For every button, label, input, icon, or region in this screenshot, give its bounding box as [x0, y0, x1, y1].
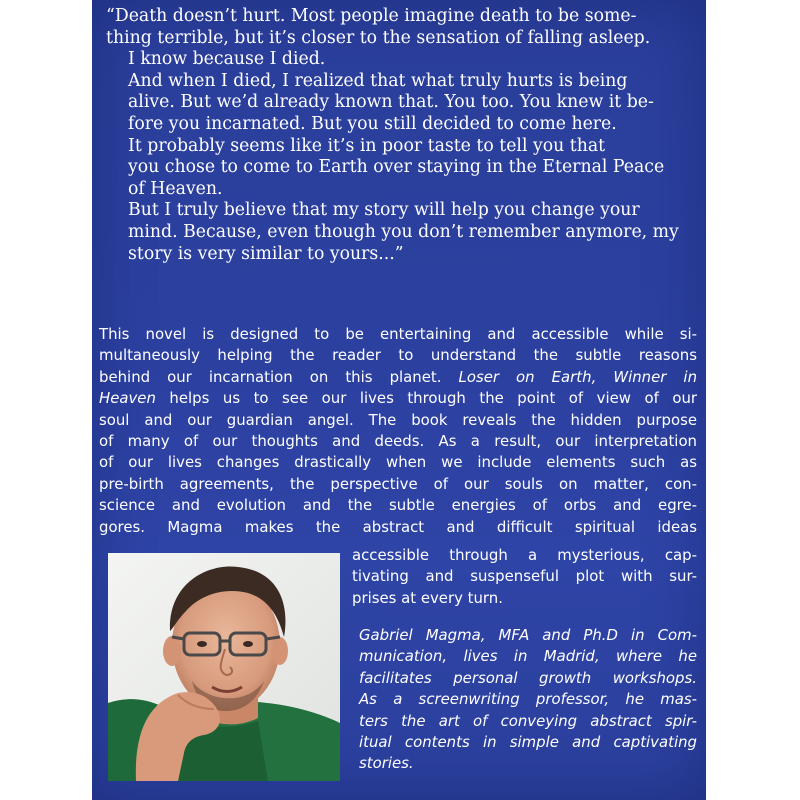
bio-line: munication, lives in Madrid, where he — [359, 647, 697, 666]
quote-line: story is very similar to yours...” — [128, 243, 404, 264]
quote-line: alive. But we’d already known that. You too. You knew it be- — [128, 92, 654, 113]
description-line: gores. Magma makes the abstract and difficult spiritual ideas — [99, 517, 697, 536]
description-line: of many of our thoughts and deeds. As a result, our interpretation — [99, 432, 697, 451]
description-text: behind our incarnation on this planet. — [99, 367, 442, 386]
description-line: pre-birth agreements, the perspective of our souls on matter, con- — [99, 474, 697, 493]
description-line: accessible through a mysterious, cap- — [352, 546, 697, 564]
quote-line: of Heaven. — [128, 178, 223, 199]
bio-line: facilitates personal growth workshops. — [359, 668, 697, 687]
bio-line: stories. — [359, 754, 414, 773]
book-description — [99, 324, 697, 538]
author-photo — [108, 553, 340, 781]
description-line: science and evolution and the subtle energies of orbs and egre- — [99, 496, 697, 515]
description-line: prises at every turn. — [352, 588, 503, 607]
quote-line: you chose to come to Earth over staying in the Eternal Peace — [128, 157, 665, 178]
quote-paragraph-2: I know because I died. — [128, 49, 326, 70]
description-line: of our lives changes drastically when we include elements such as — [99, 453, 697, 472]
book-title: Heaven — [99, 389, 156, 408]
description-text: helps us to see our lives through the point of view of our — [169, 389, 697, 408]
description-continued — [352, 545, 697, 609]
bio-line: As a screenwriting professor, he mas- — [359, 690, 697, 709]
quote-line: “Death doesn’t hurt. Most people imagine death to be some- — [106, 6, 637, 26]
author-bio — [359, 625, 697, 775]
opening-quote — [106, 6, 696, 265]
quote-line: fore you incarnated. But you still decided to come here. — [128, 113, 617, 134]
description-line — [99, 367, 697, 388]
description-line — [99, 388, 697, 409]
description-line: This novel is designed to be entertaining and accessible while si- — [99, 325, 697, 343]
quote-line: But I truly believe that my story will help you change your — [128, 200, 640, 221]
description-line: soul and our guardian angel. The book reveals the hidden purpose — [99, 410, 697, 429]
description-line: multaneously helping the reader to understand the subtle reasons — [99, 346, 697, 365]
bio-line: ters the art of conveying abstract spir- — [359, 711, 697, 730]
book-back-cover — [92, 0, 706, 800]
quote-line: thing terrible, but it’s closer to the sensation of falling asleep. — [106, 27, 651, 48]
description-line: tivating and suspenseful plot with sur- — [352, 567, 697, 586]
quote-paragraph-1 — [106, 6, 696, 49]
quote-line: And when I died, I realized that what truly hurts is being — [128, 70, 628, 91]
quote-paragraph-3 — [106, 71, 696, 136]
book-title: Loser on Earth, Winner in — [458, 367, 698, 386]
quote-line: It probably seems like it’s in poor taste to tell you that — [128, 135, 606, 156]
bio-line: itual contents in simple and captivating — [359, 733, 697, 752]
quote-paragraph-4 — [106, 136, 696, 201]
bio-line: Gabriel Magma, MFA and Ph.D in Com- — [359, 626, 697, 644]
quote-line: mind. Because, even though you don’t remember anymore, my — [128, 221, 679, 242]
quote-paragraph-5 — [106, 200, 696, 265]
